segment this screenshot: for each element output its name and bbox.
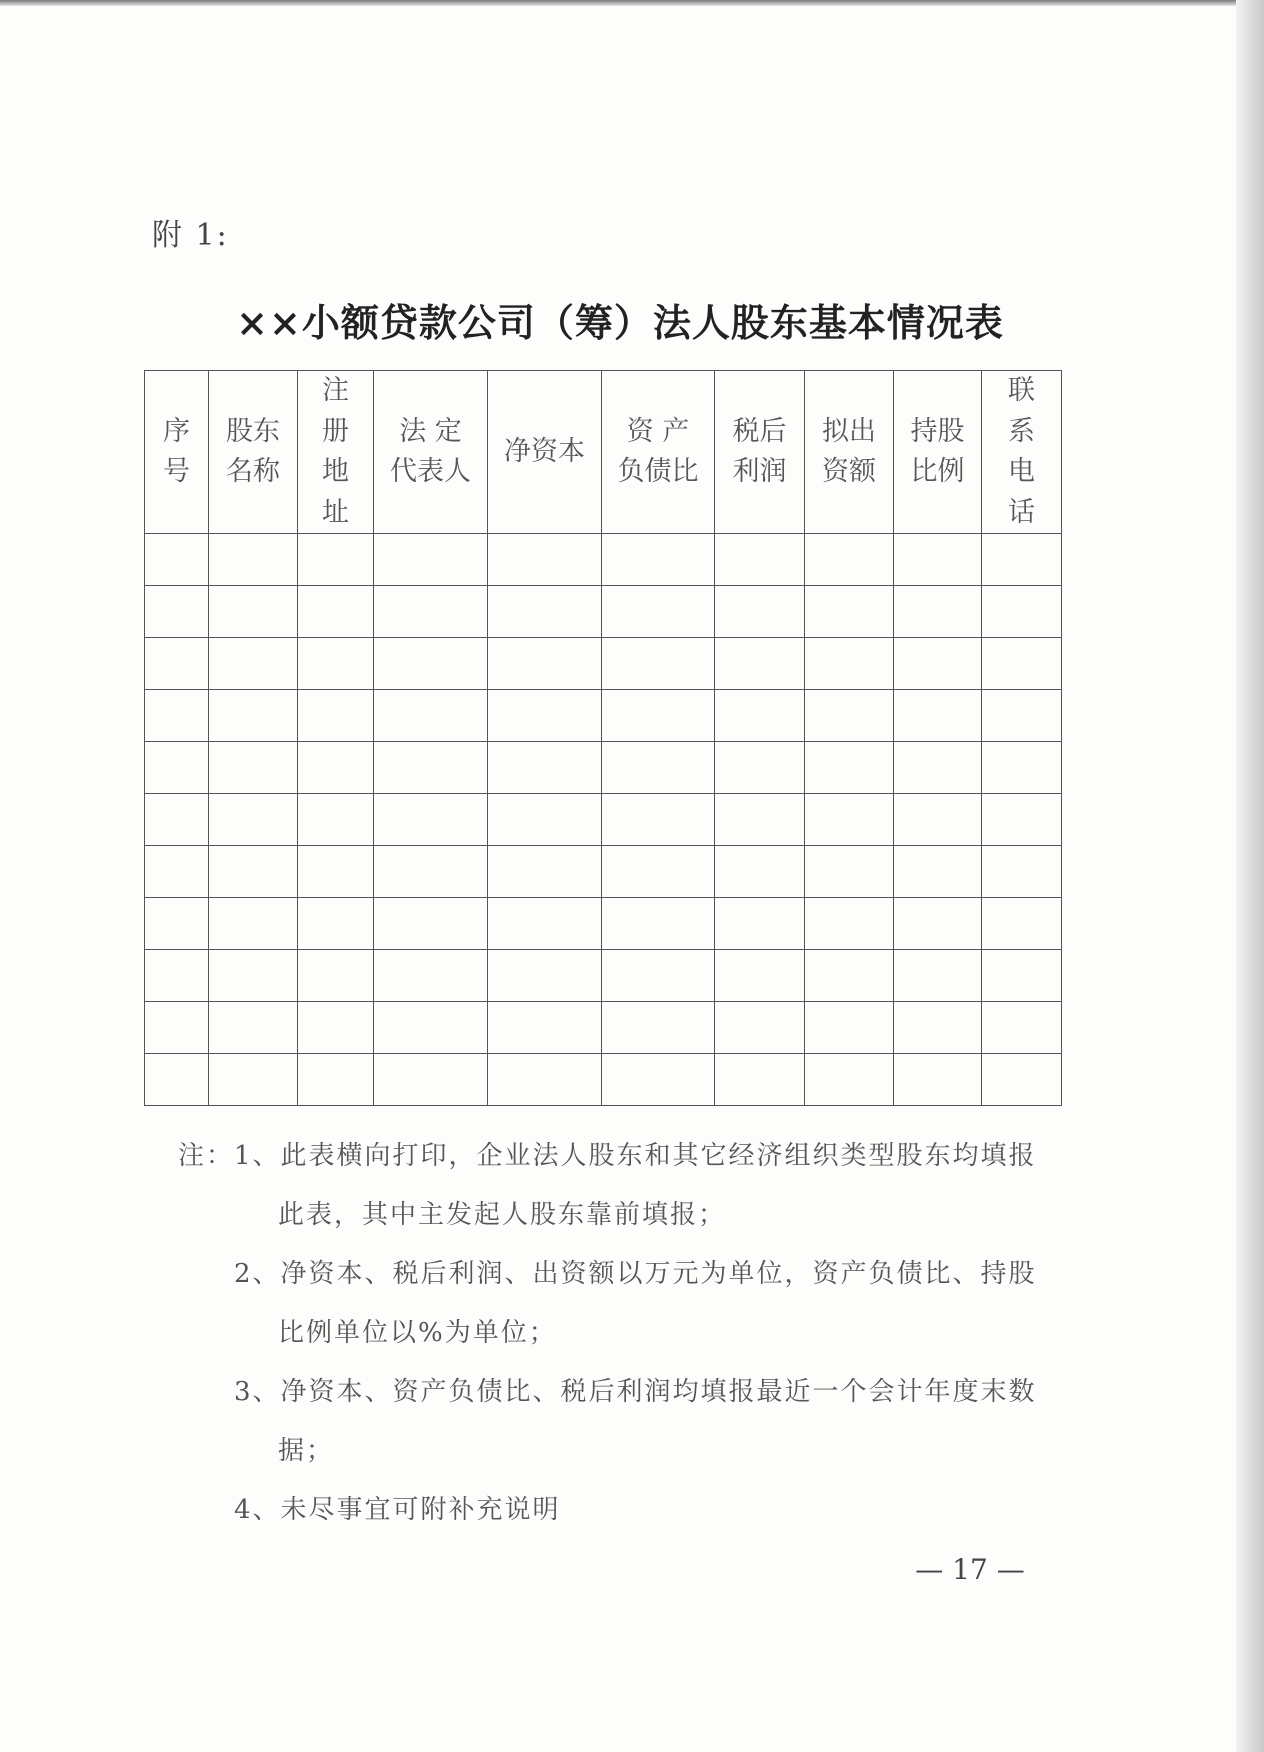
table-cell [374,690,488,742]
header-line: 利润 [732,456,787,487]
table-cell [982,898,1062,950]
header-line: 净资本 [504,435,585,467]
attachment-label: 附 1: [152,218,229,253]
table-row [145,794,1062,846]
table-cell [298,950,374,1002]
table-cell [374,638,488,690]
table-cell [602,742,715,794]
table-cell [209,586,298,638]
table-cell [805,742,894,794]
table-cell [982,794,1062,846]
table-row [145,742,1062,794]
table-cell [209,846,298,898]
table-cell [894,586,982,638]
header-cell [602,371,715,534]
header-line: 股东 [226,415,280,447]
scan-top-edge [0,0,1264,6]
page-number: — 17 — [915,1553,1025,1586]
table-cell [488,1002,602,1054]
header-cell [209,371,298,534]
table-cell [982,950,1062,1002]
note-line: 据； [278,1436,335,1466]
header-line: 册 [322,415,349,447]
header-line: 址 [322,496,349,528]
header-cell [715,371,805,534]
table-cell [982,638,1062,690]
note-line: 2、净资本、税后利润、出资额以万元为单位，资产负债比、持股 [234,1259,1037,1289]
table-cell [374,846,488,898]
table-cell [982,846,1062,898]
table-cell [894,742,982,794]
table-cell [805,950,894,1002]
table-cell [982,742,1062,794]
table-cell [602,898,715,950]
header-line: 序 [163,415,190,447]
table-row [145,1002,1062,1054]
table-cell [602,638,715,690]
table-cell [298,690,374,742]
table-row [145,846,1062,898]
table-cell [894,534,982,586]
table-cell [209,794,298,846]
table-cell [488,794,602,846]
table-cell [374,586,488,638]
header-cell [894,371,982,534]
table-cell [894,846,982,898]
table-cell [209,950,298,1002]
header-line: 资额 [822,456,876,487]
scan-right-edge [1236,0,1264,1752]
table-cell [209,1002,298,1054]
table-cell [894,638,982,690]
note-line: 比例单位以%为单位； [278,1318,557,1348]
table-row [145,534,1062,586]
table-cell [298,1002,374,1054]
table-cell [298,534,374,586]
table-cell [894,690,982,742]
table-cell [488,846,602,898]
table-row [145,638,1062,690]
table-cell [805,794,894,846]
table-cell [209,898,298,950]
table-cell [145,534,209,586]
table-cell [298,898,374,950]
header-line: 话 [1008,496,1035,528]
header-cell [374,371,488,534]
table-cell [982,1002,1062,1054]
table-cell [715,534,805,586]
table-cell [145,1054,209,1106]
table-cell [805,638,894,690]
table-body [145,534,1062,1106]
table-cell [715,898,805,950]
table-cell [374,1054,488,1106]
table-cell [145,794,209,846]
table-cell [982,1054,1062,1106]
table-cell [145,1002,209,1054]
table-cell [602,586,715,638]
header-cell [145,371,209,534]
table-cell [805,1002,894,1054]
table-cell [488,898,602,950]
table-cell [145,846,209,898]
header-line: 地 [322,456,349,487]
header-line: 资 产 [626,415,690,447]
table-cell [374,534,488,586]
table-cell [488,1054,602,1106]
table-cell [488,534,602,586]
table-cell [145,950,209,1002]
table-cell [602,1054,715,1106]
table-cell [298,638,374,690]
header-line: 注 [322,375,349,406]
note-line: 3、净资本、资产负债比、税后利润均填报最近一个会计年度末数 [234,1377,1037,1407]
table-cell [982,690,1062,742]
table-cell [209,742,298,794]
header-line: 法 定 [399,415,462,447]
table-cell [298,846,374,898]
table-cell [982,586,1062,638]
header-line: 负债比 [617,456,699,487]
table-cell [488,690,602,742]
table-cell [209,638,298,690]
table-cell [488,742,602,794]
table-cell [374,898,488,950]
header-line: 系 [1008,415,1035,447]
table-row [145,950,1062,1002]
table-cell [715,742,805,794]
table-cell [602,794,715,846]
table-cell [145,742,209,794]
table-cell [805,898,894,950]
note-line: 注：1、此表横向打印，企业法人股东和其它经济组织类型股东均填报 [178,1141,1037,1171]
table-header-row [145,371,1062,534]
table-cell [805,1054,894,1106]
table-cell [715,794,805,846]
header-line: 比例 [910,456,965,487]
header-line: 电 [1008,456,1035,487]
table-cell [805,690,894,742]
table-cell [298,586,374,638]
table-cell [715,1054,805,1106]
header-line: 拟出 [822,415,876,447]
table-cell [602,950,715,1002]
table-cell [805,534,894,586]
table-cell [894,1054,982,1106]
table-cell [602,534,715,586]
table-cell [715,690,805,742]
table-row [145,1054,1062,1106]
table-cell [602,690,715,742]
table-cell [602,846,715,898]
table-cell [805,586,894,638]
table-cell [145,690,209,742]
header-line: 号 [163,456,190,487]
table-cell [894,898,982,950]
header-line: 税后 [732,415,787,447]
table-row [145,690,1062,742]
table-cell [715,586,805,638]
table-cell [209,534,298,586]
page-title: ××小额贷款公司（筹）法人股东基本情况表 [236,300,1004,345]
table-cell [374,950,488,1002]
table-cell [374,742,488,794]
header-line: 名称 [226,456,280,487]
table-cell [805,846,894,898]
table-cell [209,1054,298,1106]
note-line: 4、未尽事宜可附补充说明 [234,1495,561,1525]
header-line: 联 [1008,375,1035,406]
table-cell [488,586,602,638]
table-row [145,586,1062,638]
table-cell [209,690,298,742]
table-cell [715,950,805,1002]
header-line: 代表人 [390,456,471,487]
table-cell [982,534,1062,586]
header-cell [982,371,1062,534]
header-cell [298,371,374,534]
table-cell [374,794,488,846]
table-cell [715,638,805,690]
table-cell [488,638,602,690]
table-cell [298,1054,374,1106]
table-cell [298,742,374,794]
header-cell [488,371,602,534]
table-cell [145,898,209,950]
header-cell [805,371,894,534]
table-cell [145,586,209,638]
table-cell [374,1002,488,1054]
table-row [145,898,1062,950]
shareholder-table [144,370,1062,1106]
note-line: 此表，其中主发起人股东靠前填报； [278,1200,727,1230]
table-cell [894,950,982,1002]
table-cell [894,794,982,846]
table-cell [488,950,602,1002]
table-cell [715,846,805,898]
table-cell [602,1002,715,1054]
table-cell [145,638,209,690]
table-cell [894,1002,982,1054]
table-cell [715,1002,805,1054]
table-cell [298,794,374,846]
header-line: 持股 [910,415,965,447]
